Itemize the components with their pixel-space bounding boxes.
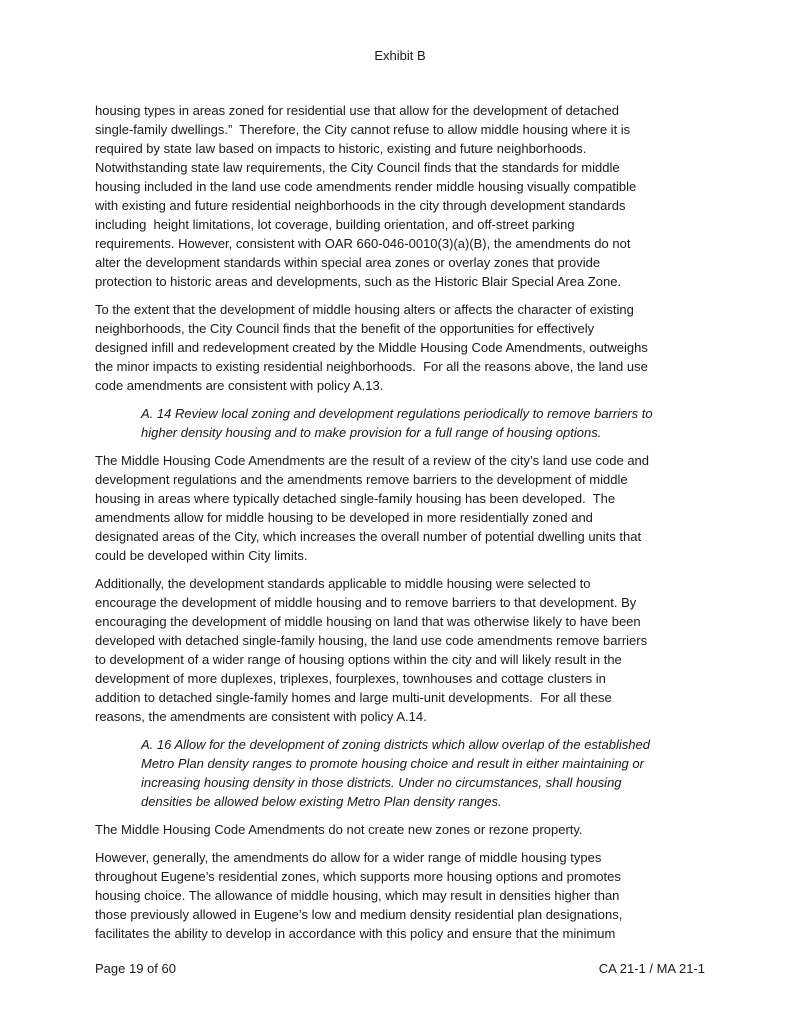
paragraph: To the extent that the development of middle housing alters or affects the character of existing neighborhoods, the City Council finds that the benefit of the opportunities for effectively designed infill and redevelopment created by the Middle Housing Code Amendments, outweighs the minor impacts to existing residential neighborhoods. For all the reasons above, the land use code amendments are consistent with policy A.13. bbox=[95, 302, 648, 393]
policy-quote: A. 14 Review local zoning and development regulations periodically to remove barriers to higher density housing and to make provision for a full range of housing options. bbox=[141, 406, 653, 440]
document-body bbox=[95, 101, 715, 952]
policy-quote: A. 16 Allow for the development of zoning districts which allow overlap of the established Metro Plan density ranges to promote housing choice and result in either maintaining or increasing housing density in those districts. Under no circumstances, shall housing densities be allowed below existing Metro Plan density ranges. bbox=[141, 737, 650, 809]
paragraph: However, generally, the amendments do allow for a wider range of middle housing types throughout Eugene’s residential zones, which supports more housing options and promotes housing choice. The allowance of middle housing, which may result in densities higher than those previously allowed in Eugene’s low and medium density residential plan designations, facilitates the ability to develop in accordance with this policy and ensure that the minimum bbox=[95, 850, 623, 941]
paragraph: Additionally, the development standards applicable to middle housing were selected to encourage the development of middle housing and to remove barriers to that development. By encouraging the development of middle housing on land that was otherwise likely to have been developed with detached single-family housing, the land use code amendments remove barriers to development of a wider range of housing options within the city and will likely result in the development of more duplexes, triplexes, fourplexes, townhouses and cottage clusters in addition to detached single-family homes and large multi-unit developments. For all these reasons, the amendments are consistent with policy A.14. bbox=[95, 576, 648, 724]
page-footer bbox=[95, 961, 705, 976]
page-number: Page 19 of 60 bbox=[95, 961, 176, 976]
page-header: Exhibit B bbox=[374, 48, 426, 63]
paragraph: The Middle Housing Code Amendments do not create new zones or rezone property. bbox=[95, 822, 583, 837]
paragraph: housing types in areas zoned for residential use that allow for the development of detached single-family dwellings.” Therefore, the City cannot refuse to allow middle housing where it is required by state law based on impacts to historic, existing and future neighborhoods. Notwithstanding state law requirements, the City Council finds that the standards for middle housing included in the land use code amendments render middle housing visually compatible with existing and future residential neighborhoods in the city through development standards including height limitations, lot coverage, building orientation, and off-street parking requirements. However, consistent with OAR 660-046-0010(3)(a)(B), the amendments do not alter the development standards within special area zones or overlay zones that provide protection to historic areas and developments, such as the Historic Blair Special Area Zone. bbox=[95, 103, 637, 289]
paragraph: The Middle Housing Code Amendments are the result of a review of the city’s land use code and development regulations and the amendments remove barriers to the development of middle housing in areas where typically detached single-family housing has been developed. The amendments allow for middle housing to be developed in more residentially zoned and designated areas of the City, which increases the overall number of potential dwelling units that could be developed within City limits. bbox=[95, 453, 650, 563]
case-number: CA 21-1 / MA 21-1 bbox=[598, 961, 705, 976]
